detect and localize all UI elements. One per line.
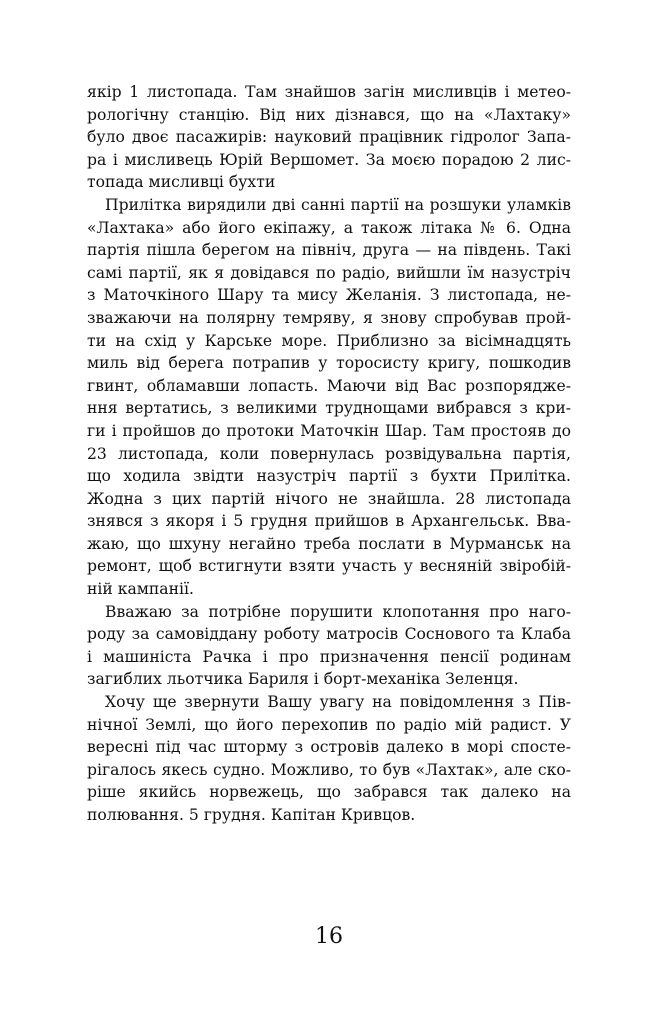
text-line: 23 листопада, коли повернулась розвідувальна партія, <box>87 444 571 463</box>
text-line: ремонт, щоб встигнути взяти участь у весняній звіробій- <box>87 557 571 576</box>
text-line: роду за самовіддану роботу матросів Соснового та Клаба <box>87 625 571 644</box>
text-line: ра і мисливець Юрій Вершомет. За моєю порадою 2 лис- <box>87 150 571 169</box>
text-line: рологічну станцію. Від них дізнався, що на «Лахтаку» <box>87 105 571 124</box>
text-line: з Маточкіного Шару та мису Желанія. З листопада, не- <box>87 286 571 305</box>
body-text <box>87 81 571 827</box>
text-line: жаю, що шхуну негайно треба послати в Мурманськ на <box>87 534 571 553</box>
text-line: полювання. 5 грудня. Капітан Кривцов. <box>87 806 416 824</box>
text-line: знявся з якоря і 5 грудня прийшов в Архангельськ. Вва- <box>87 512 571 531</box>
text-line: загиблих льотчика Бариля і борт-механіка Зеленця. <box>87 670 519 689</box>
text-line: ти на схід у Карське море. Приблизно за вісімнадцять <box>87 331 571 350</box>
text-line: ння вертатись, з великими труднощами вибрався з кри- <box>87 399 571 418</box>
page-number: 16 <box>315 924 343 949</box>
text-line: ріше якийсь норвежець, що забрався так далеко на <box>87 783 571 802</box>
text-line: миль від берега потрапив у торосисту кригу, пошкодив <box>87 354 571 373</box>
text-line: Хочу ще звернути Вашу увагу на повідомлення з Пів- <box>105 693 571 712</box>
text-line: топада мисливці бухти <box>87 173 276 192</box>
text-line: рігалось якесь судно. Можливо, то був «Лахтак», але ско- <box>87 760 571 779</box>
text-line: «Лахтака» або його екіпажу, а також літака № 6. Одна <box>87 218 571 237</box>
text-line: якір 1 листопада. Там знайшов загін мисливців і метео- <box>87 83 571 101</box>
text-line: і машиніста Рачка і про призначення пенсії родинам <box>87 647 571 666</box>
text-line: ній кампанії. <box>87 580 194 599</box>
text-line: було двоє пасажирів: науковий працівник гідролог Запа- <box>87 128 571 147</box>
text-line: самі партії, як я довідався по радіо, вийшли їм назустріч <box>87 263 571 282</box>
text-line: гвинт, обламавши лопасть. Маючи від Вас розпорядже- <box>87 376 571 395</box>
text-line: Вважаю за потрібне порушити клопотання про наго- <box>105 602 571 621</box>
text-line: партія пішла берегом на північ, друга — на південь. Такі <box>87 241 571 260</box>
text-line: вересні під час шторму з островів далеко в морі спосте- <box>87 738 571 757</box>
text-line: Прилітка вирядили дві санні партії на розшуки уламків <box>105 195 571 214</box>
text-line: ги і пройшов до протоки Маточкін Шар. Там простояв до <box>87 421 571 440</box>
text-line: Жодна з цих партій нічого не знайшла. 28 листопада <box>87 489 571 508</box>
text-line: що ходила звідти назустріч партії з бухти Прилітка. <box>87 467 571 486</box>
text-line: нічної Землі, що його перехопив по радіо мій радист. У <box>87 715 571 734</box>
text-line: зважаючи на полярну темряву, я знову спробував прой- <box>87 308 571 327</box>
